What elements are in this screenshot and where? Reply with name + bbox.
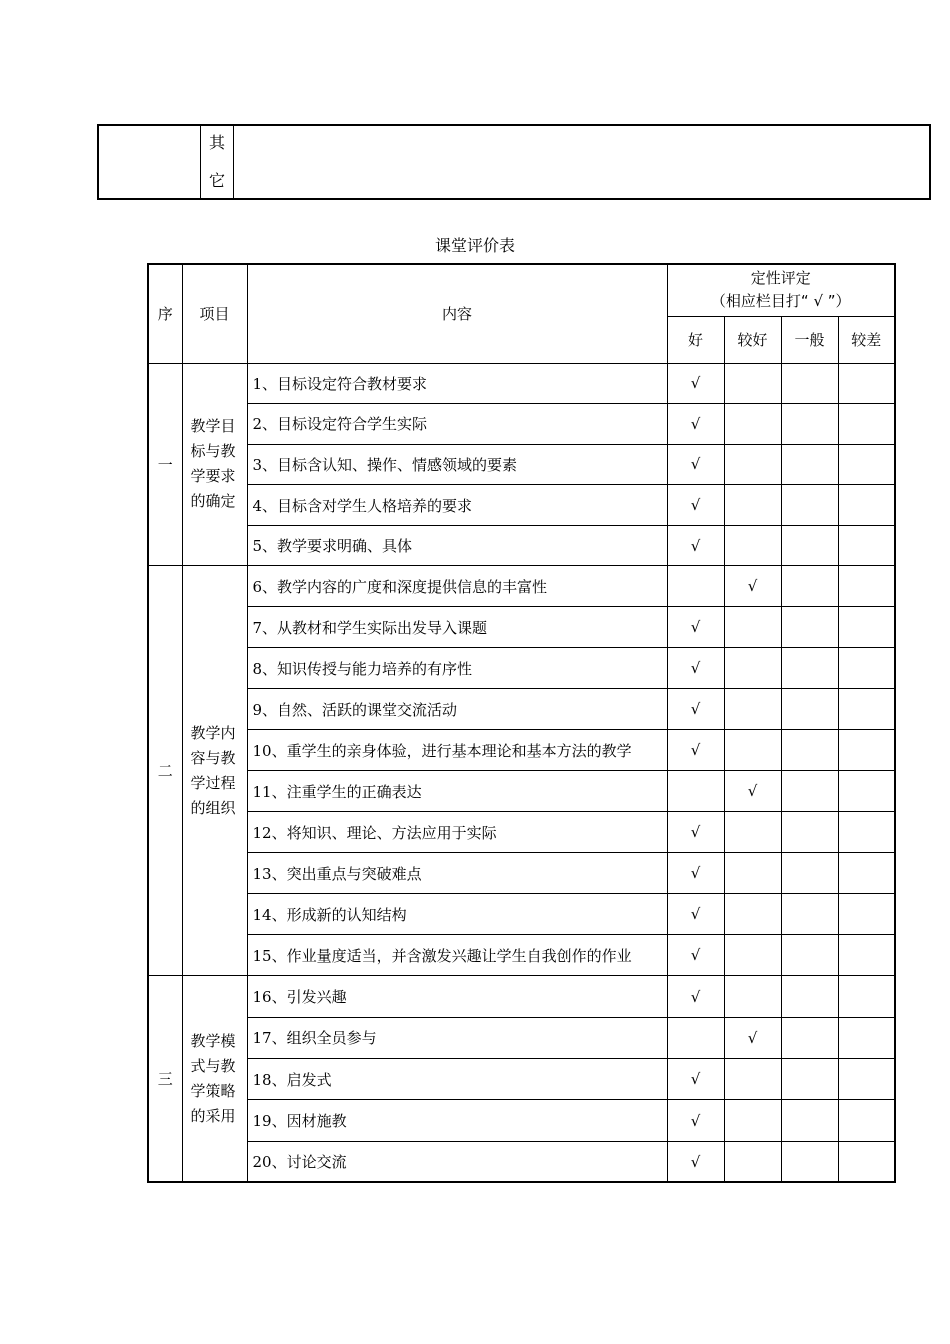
rating-cell (724, 853, 781, 894)
evaluation-table (147, 263, 896, 1183)
rating-cell (781, 607, 838, 648)
rating-cell (781, 689, 838, 730)
criterion-text: 19、因材施教 (247, 1100, 667, 1141)
rating-cell (667, 648, 724, 689)
header-row (148, 264, 895, 316)
criterion-text: 13、突出重点与突破难点 (247, 853, 667, 894)
rating-cell (838, 648, 895, 689)
criterion-text: 9、自然、活跃的课堂交流活动 (247, 689, 667, 730)
rating-cell (838, 404, 895, 445)
rating-cell (667, 853, 724, 894)
item-header: 项目 (182, 264, 247, 363)
table-row (148, 812, 895, 853)
check-mark: √ (690, 374, 701, 393)
check-mark: √ (690, 946, 701, 965)
rating-cell (667, 812, 724, 853)
table-row (148, 525, 895, 566)
section-number: 三 (148, 976, 182, 1182)
rating-cell (724, 812, 781, 853)
criterion-text: 4、目标含对学生人格培养的要求 (247, 485, 667, 526)
rating-cell (838, 812, 895, 853)
rating-cell (724, 1059, 781, 1100)
criterion-text: 8、知识传授与能力培养的有序性 (247, 648, 667, 689)
rating-cell (838, 935, 895, 976)
check-mark: √ (690, 659, 701, 678)
rating-cell (781, 771, 838, 812)
rating-cell (781, 894, 838, 935)
criterion-text: 10、重学生的亲身体验，进行基本理论和基本方法的教学 (247, 730, 667, 771)
rating-cell (667, 566, 724, 607)
rating-cell (724, 566, 781, 607)
rating-cell (781, 444, 838, 485)
table-row (148, 894, 895, 935)
table-row (148, 485, 895, 526)
section-number: 二 (148, 566, 182, 976)
table-row (148, 1059, 895, 1100)
rating-cell (724, 1141, 781, 1182)
table-row (148, 444, 895, 485)
table-row (148, 363, 895, 404)
other-content-cell (233, 124, 931, 200)
rating-cell (724, 648, 781, 689)
rating-cell (781, 485, 838, 526)
section-item: 教学内容与教学过程的组织 (182, 566, 247, 976)
other-label-cell (200, 124, 233, 200)
criterion-text: 20、讨论交流 (247, 1141, 667, 1182)
rating-cell (781, 1100, 838, 1141)
rating-cell (781, 1017, 838, 1058)
rating-cell (724, 607, 781, 648)
check-mark: √ (690, 1111, 701, 1130)
rating-cell (838, 444, 895, 485)
rating-cell (838, 1017, 895, 1058)
check-mark: √ (747, 782, 758, 801)
rating-cell (781, 812, 838, 853)
rating-cell (781, 363, 838, 404)
other-label-char: 其 (208, 133, 225, 152)
rating-cell (838, 730, 895, 771)
check-mark: √ (690, 905, 701, 924)
rating-cell (838, 1100, 895, 1141)
rating-cell (838, 976, 895, 1017)
check-mark: √ (747, 577, 758, 596)
rating-cell (667, 1017, 724, 1058)
blank-cell (97, 124, 200, 200)
criterion-text: 16、引发兴趣 (247, 976, 667, 1017)
previous-table-fragment (97, 124, 932, 200)
rating-cell (667, 1100, 724, 1141)
rating-cell (838, 853, 895, 894)
table-row (148, 1100, 895, 1141)
rating-cell (724, 444, 781, 485)
check-mark: √ (690, 455, 701, 474)
rating-cell (724, 1100, 781, 1141)
rating-note: （相应栏目打“ √ ”） (710, 292, 851, 311)
seq-header: 序 (148, 264, 182, 363)
rating-cell (838, 1059, 895, 1100)
check-mark: √ (747, 1028, 758, 1047)
check-mark: √ (690, 536, 701, 555)
rating-cell (724, 730, 781, 771)
criterion-text: 17、组织全员参与 (247, 1017, 667, 1058)
table-row (148, 689, 895, 730)
check-mark: √ (690, 700, 701, 719)
check-mark: √ (690, 864, 701, 883)
table-row (148, 648, 895, 689)
rating-cell (667, 607, 724, 648)
rating-cell (781, 1141, 838, 1182)
rating-cell (667, 935, 724, 976)
rating-cell (838, 363, 895, 404)
criterion-text: 5、教学要求明确、具体 (247, 525, 667, 566)
rating-header (667, 264, 895, 316)
table-row (148, 566, 895, 607)
rating-cell (667, 730, 724, 771)
criterion-text: 18、启发式 (247, 1059, 667, 1100)
grade-header-good: 好 (667, 316, 724, 363)
check-mark: √ (690, 1070, 701, 1089)
table-row (148, 1141, 895, 1182)
section-item: 教学目标与教学要求的确定 (182, 363, 247, 566)
rating-cell (667, 771, 724, 812)
rating-cell (838, 485, 895, 526)
rating-cell (724, 485, 781, 526)
rating-cell (781, 1059, 838, 1100)
check-mark: √ (690, 618, 701, 637)
rating-cell (781, 648, 838, 689)
criterion-text: 3、目标含认知、操作、情感领域的要素 (247, 444, 667, 485)
rating-cell (667, 1059, 724, 1100)
table-caption: 课堂评价表 (434, 236, 515, 255)
rating-cell (781, 935, 838, 976)
rating-cell (667, 404, 724, 445)
rating-cell (838, 607, 895, 648)
rating-cell (838, 689, 895, 730)
grade-header-average: 一般 (781, 316, 838, 363)
check-mark: √ (690, 823, 701, 842)
rating-cell (667, 485, 724, 526)
rating-cell (667, 894, 724, 935)
table-row (148, 976, 895, 1017)
evaluation-table-body (148, 264, 895, 1182)
rating-cell (838, 894, 895, 935)
rating-cell (667, 444, 724, 485)
rating-cell (724, 935, 781, 976)
content-header: 内容 (247, 264, 667, 363)
rating-title: 定性评定 (750, 269, 811, 288)
table-row (148, 935, 895, 976)
rating-cell (724, 525, 781, 566)
rating-cell (667, 1141, 724, 1182)
criterion-text: 15、作业量度适当，并含激发兴趣让学生自我创作的作业 (247, 935, 667, 976)
table-row (148, 730, 895, 771)
table-row (148, 1017, 895, 1058)
table-row (148, 607, 895, 648)
criterion-text: 2、目标设定符合学生实际 (247, 404, 667, 445)
rating-cell (781, 730, 838, 771)
rating-cell (724, 404, 781, 445)
rating-cell (838, 525, 895, 566)
rating-cell (724, 894, 781, 935)
table-row (148, 853, 895, 894)
criterion-text: 11、注重学生的正确表达 (247, 771, 667, 812)
section-number: 一 (148, 363, 182, 566)
table-row (148, 771, 895, 812)
section-item: 教学模式与教学策略的采用 (182, 976, 247, 1182)
table-row (148, 404, 895, 445)
rating-cell (724, 976, 781, 1017)
rating-cell (838, 1141, 895, 1182)
check-mark: √ (690, 1152, 701, 1171)
rating-cell (724, 771, 781, 812)
check-mark: √ (690, 496, 701, 515)
rating-cell (781, 976, 838, 1017)
criterion-text: 14、形成新的认知结构 (247, 894, 667, 935)
rating-cell (838, 771, 895, 812)
rating-cell (838, 566, 895, 607)
rating-cell (667, 976, 724, 1017)
rating-cell (781, 566, 838, 607)
check-mark: √ (690, 741, 701, 760)
check-mark: √ (690, 987, 701, 1006)
rating-cell (667, 689, 724, 730)
rating-cell (781, 853, 838, 894)
rating-cell (724, 363, 781, 404)
criterion-text: 12、将知识、理论、方法应用于实际 (247, 812, 667, 853)
grade-header-poor: 较差 (838, 316, 895, 363)
rating-cell (724, 1017, 781, 1058)
check-mark: √ (690, 414, 701, 433)
rating-cell (667, 363, 724, 404)
rating-cell (724, 689, 781, 730)
other-label-char: 它 (208, 171, 225, 190)
rating-cell (667, 525, 724, 566)
rating-cell (781, 404, 838, 445)
criterion-text: 7、从教材和学生实际出发导入课题 (247, 607, 667, 648)
grade-header-fairly-good: 较好 (724, 316, 781, 363)
rating-cell (781, 525, 838, 566)
criterion-text: 6、教学内容的广度和深度提供信息的丰富性 (247, 566, 667, 607)
criterion-text: 1、目标设定符合教材要求 (247, 363, 667, 404)
